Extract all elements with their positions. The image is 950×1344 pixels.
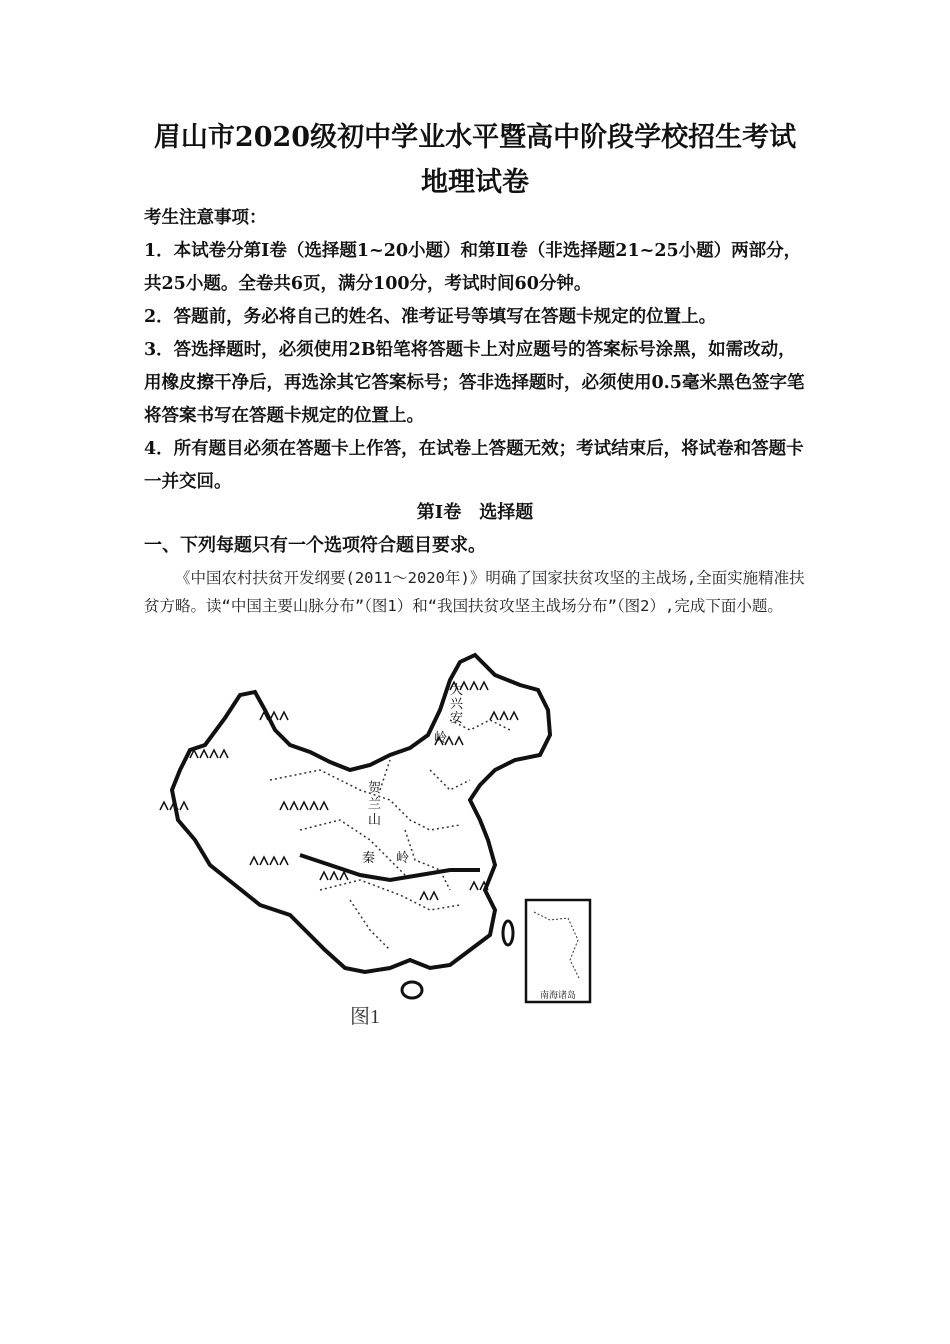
- qinling-label: 岭: [396, 850, 410, 865]
- daxinganling-label: 安: [450, 710, 464, 725]
- daxinganling-label: 兴: [450, 696, 464, 711]
- inset-label: 南海诸岛: [539, 991, 577, 1001]
- daxinganling-label: 大: [450, 682, 464, 697]
- qinling-label: 秦: [362, 850, 376, 865]
- south-china-sea-inset: [526, 900, 590, 1002]
- helanshan-label: 兰: [368, 796, 382, 811]
- notice-item: 4．所有题目必须在答题卡上作答，在试卷上答题无效；考试结束后，将试卷和答题卡一并交回。: [144, 439, 804, 492]
- daxinganling-label: 岭: [434, 730, 448, 745]
- helanshan-label: 贺: [368, 780, 382, 795]
- exam-subject: 地理试卷: [421, 167, 529, 198]
- hainan-island: [402, 982, 422, 998]
- section-title: 第Ⅰ卷 选择题: [416, 502, 534, 523]
- notice-item: 3．答选择题时，必须使用2B铅笔将答题卡上对应题号的答案标号涂黑，如需改动，用橡皮擦干净后，再选涂其它答案标号；答非选择题时，必须使用0.5毫米黑色签字笔将答案书写在答题卡规定的位置上。: [144, 340, 805, 426]
- helanshan-label: 山: [368, 812, 382, 827]
- notice-item: 2．答题前，务必将自己的姓名、准考证号等填写在答题卡规定的位置上。: [144, 307, 717, 327]
- part-heading: 一、下列每题只有一个选项符合题目要求。: [144, 535, 486, 556]
- notice-heading: 考生注意事项：: [144, 208, 267, 228]
- exam-title: 眉山市2020级初中学业水平暨高中阶段学校招生考试: [153, 122, 797, 153]
- china-border: [172, 655, 550, 972]
- figure-caption: 图1: [350, 1006, 380, 1028]
- notice-block: [144, 202, 810, 499]
- question-intro: 《中国农村扶贫开发纲要(2011～2020年)》明确了国家扶贫攻坚的主战场,全面实施精准扶贫方略。读“中国主要山脉分布”（图1）和“我国扶贫攻坚主战场分布”（图2）,完成下面小题。: [144, 569, 805, 615]
- notice-item: 1．本试卷分第Ⅰ卷（选择题1~20小题）和第Ⅱ卷（非选择题21~25小题）两部分，共25小题。全卷共6页，满分100分，考试时间60分钟。: [144, 241, 802, 294]
- taiwan-island: [503, 921, 513, 945]
- china-mountains-map: [150, 650, 600, 1020]
